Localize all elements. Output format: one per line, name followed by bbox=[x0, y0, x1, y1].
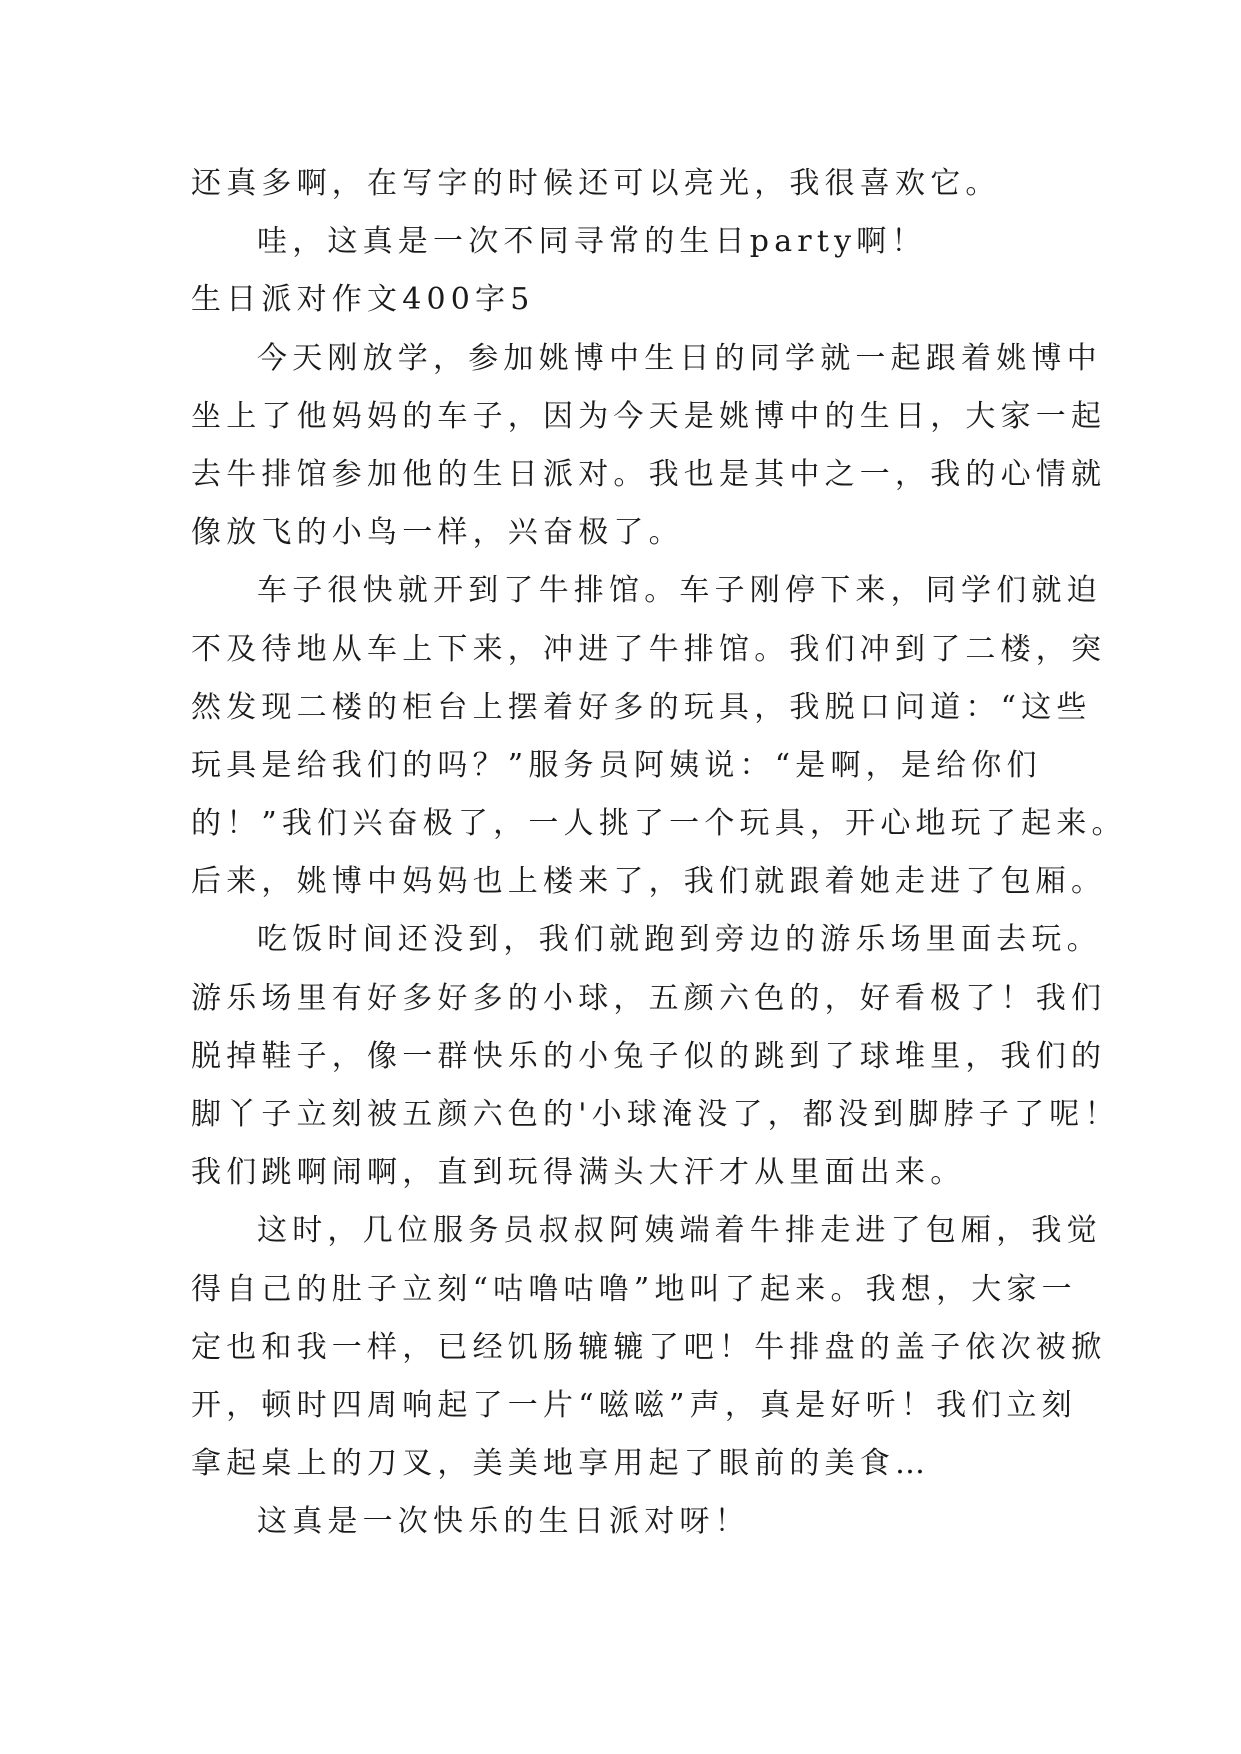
text-line: 脱掉鞋子，像一群快乐的小兔子似的跳到了球堆里，我们的 bbox=[191, 1038, 1107, 1074]
text-line: 我们跳啊闹啊，直到玩得满头大汗才从里面出来。 bbox=[191, 1155, 966, 1191]
text-line: 不及待地从车上下来，冲进了牛排馆。我们冲到了二楼，突 bbox=[191, 631, 1107, 667]
text-line: 吃饭时间还没到，我们就跑到旁边的游乐场里面去玩。 bbox=[257, 922, 1102, 958]
text-line: 的！”我们兴奋极了，一人挑了一个玩具，开心地玩了起来。 bbox=[191, 806, 1127, 842]
text-line: 开，顿时四周响起了一片“嗞嗞”声，真是好听！我们立刻 bbox=[191, 1387, 1077, 1423]
text-line: 玩具是给我们的吗？”服务员阿姨说：“是啊，是给你们 bbox=[191, 747, 1042, 783]
text-line: 像放飞的小鸟一样，兴奋极了。 bbox=[191, 515, 684, 551]
text-line: 得自己的肚子立刻“咕噜咕噜”地叫了起来。我想，大家一 bbox=[191, 1271, 1077, 1307]
essay-title: 生日派对作文400字5 bbox=[191, 282, 535, 318]
essay-body bbox=[191, 155, 1127, 1552]
text-line: 车子很快就开到了牛排馆。车子刚停下来，同学们就迫 bbox=[257, 573, 1102, 609]
text-line: 哇，这真是一次不同寻常的生日party啊！ bbox=[257, 224, 927, 260]
text-line: 脚丫子立刻被五颜六色的'小球淹没了，都没到脚脖子了呢！ bbox=[191, 1097, 1120, 1132]
text-line: 这时，几位服务员叔叔阿姨端着牛排走进了包厢，我觉 bbox=[257, 1213, 1102, 1249]
text-line: 还真多啊，在写字的时候还可以亮光，我很喜欢它。 bbox=[191, 166, 1001, 201]
text-line: 游乐场里有好多好多的小球，五颜六色的，好看极了！我们 bbox=[191, 980, 1107, 1016]
text-line: 去牛排馆参加他的生日派对。我也是其中之一，我的心情就 bbox=[191, 456, 1107, 492]
text-line: 坐上了他妈妈的车子，因为今天是姚博中的生日，大家一起 bbox=[191, 398, 1107, 434]
text-line: 今天刚放学，参加姚博中生日的同学就一起跟着姚博中 bbox=[257, 340, 1102, 376]
text-line: 拿起桌上的刀叉，美美地享用起了眼前的美食… bbox=[191, 1446, 931, 1482]
text-line: 这真是一次快乐的生日派对呀！ bbox=[257, 1504, 750, 1540]
text-line: 后来，姚博中妈妈也上楼来了，我们就跟着她走进了包厢。 bbox=[191, 864, 1107, 900]
text-line: 定也和我一样，已经饥肠辘辘了吧！牛排盘的盖子依次被掀 bbox=[191, 1329, 1107, 1365]
text-line: 然发现二楼的柜台上摆着好多的玩具，我脱口问道：“这些 bbox=[191, 689, 1092, 725]
